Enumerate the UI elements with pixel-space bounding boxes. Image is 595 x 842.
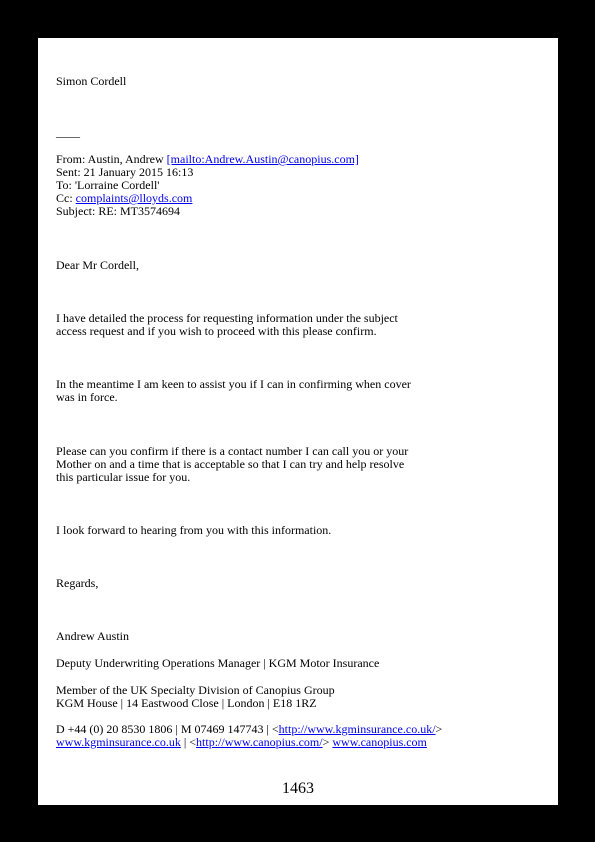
page-number: 1463 <box>282 780 314 797</box>
paragraph-3-line-2: Mother on and a time that is acceptable so that I can try and help resolve <box>56 457 405 471</box>
closing: Regards, <box>56 576 99 590</box>
from-label: From: Austin, Andrew <box>56 152 167 166</box>
email-to: To: 'Lorraine Cordell' <box>56 178 160 192</box>
link-bracket: > <box>435 722 443 736</box>
paragraph-4-line-1: I look forward to hearing from you with this information. <box>56 523 332 537</box>
document-page <box>38 38 558 805</box>
paragraph-3-line-3: this particular issue for you. <box>56 470 191 484</box>
canopius-url-link[interactable]: http://www.canopius.com/ <box>196 735 323 749</box>
paragraph-2-line-1: In the meantime I am keen to assist you if I can in confirming when cover <box>56 377 411 391</box>
signature-title: Deputy Underwriting Operations Manager | KGM Motor Insurance <box>56 656 380 670</box>
link-separator: > <box>322 735 333 749</box>
paragraph-1-line-2: access request and if you wish to proceed with this please confirm. <box>56 324 377 338</box>
signature-division: Member of the UK Specialty Division of Canopius Group <box>56 683 335 697</box>
contact-numbers: D +44 (0) 20 8530 1806 | M 07469 147743 | < <box>56 722 279 736</box>
paragraph-2-line-2: was in force. <box>56 390 118 404</box>
from-mailto-link[interactable]: [mailto:Andrew.Austin@canopius.com] <box>166 152 359 166</box>
signature-name: Andrew Austin <box>56 629 129 643</box>
cc-email-link[interactable]: complaints@lloyds.com <box>75 191 193 205</box>
kgm-site-link[interactable]: www.kgminsurance.co.uk <box>56 735 181 749</box>
email-subject: Subject: RE: MT3574694 <box>56 204 180 218</box>
signature-links-line <box>56 736 427 749</box>
greeting: Dear Mr Cordell, <box>56 258 139 272</box>
sender-name: Simon Cordell <box>56 74 127 88</box>
paragraph-1-line-1: I have detailed the process for requesting information under the subject <box>56 311 398 325</box>
signature-address: KGM House | 14 Eastwood Close | London | E18 1RZ <box>56 696 317 710</box>
cc-label: Cc: <box>56 191 76 205</box>
kgm-url-link[interactable]: http://www.kgminsurance.co.uk/ <box>278 722 436 736</box>
link-separator: | < <box>180 735 197 749</box>
separator: —— <box>56 129 80 143</box>
paragraph-3-line-1: Please can you confirm if there is a contact number I can call you or your <box>56 444 409 458</box>
email-sent: Sent: 21 January 2015 16:13 <box>56 165 194 179</box>
canopius-site-link[interactable]: www.canopius.com <box>332 735 427 749</box>
